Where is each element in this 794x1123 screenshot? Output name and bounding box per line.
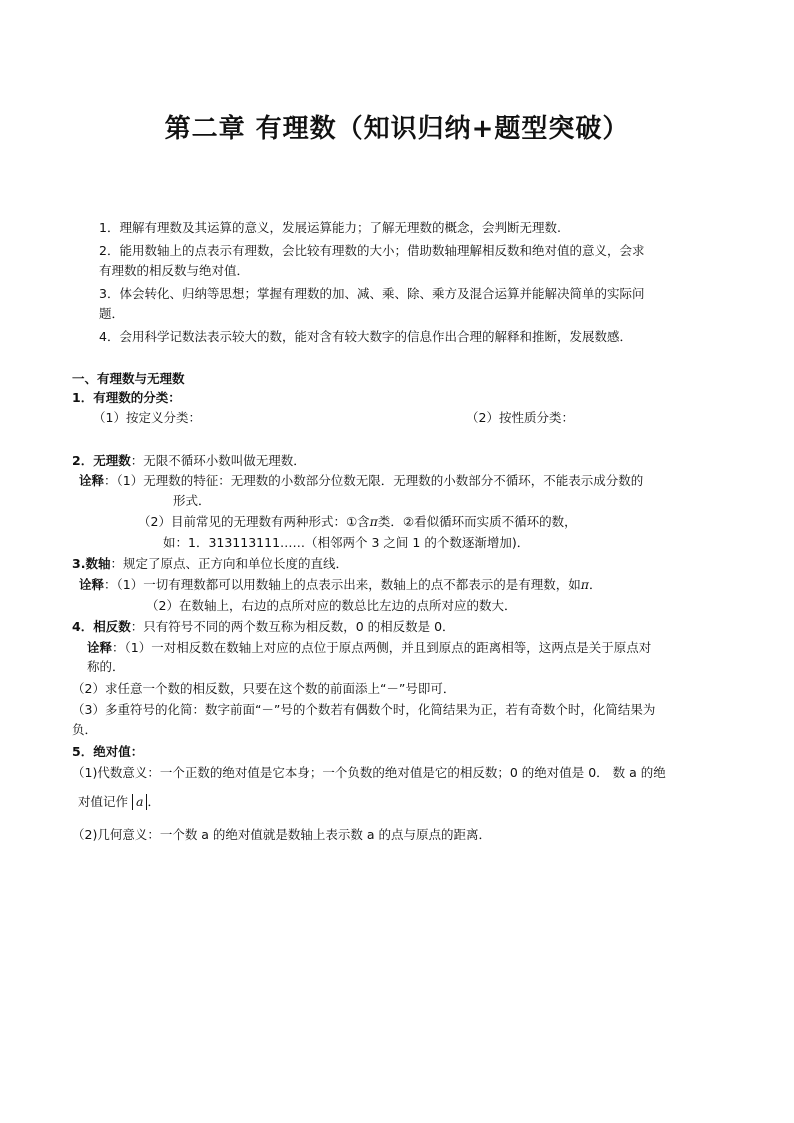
item5-heading bbox=[72, 743, 143, 761]
objective-2: 2．能用数轴上的点表示有理数，会比较有理数的大小；借助数轴理解相反数和绝对值的意义，会求 bbox=[99, 243, 645, 258]
item2-note1-text: ：（1）无理数的特征：无理数的小数部分位数无限．无理数的小数部分不循环，不能表示成分数的 bbox=[104, 473, 644, 488]
item4-note3: （3）多重符号的化简：数字前面“－”号的个数若有偶数个时，化简结果为正，若有奇数个时，化简结果为 bbox=[72, 702, 656, 717]
item3-note-label: 诠释 bbox=[79, 577, 105, 592]
pi-symbol: π bbox=[369, 514, 378, 529]
item4-note1 bbox=[87, 639, 651, 657]
item4-text: ：只有符号不同的两个数互称为相反数，0 的相反数是 0． bbox=[130, 619, 455, 634]
item5-line2 bbox=[78, 793, 160, 811]
pi-symbol: π bbox=[580, 577, 589, 592]
item5-colon: ： bbox=[130, 744, 144, 759]
item3-note1-text: ：（1）一切有理数都可以用数轴上的点表示出来，数轴上的点不都表示的是有理数，如 bbox=[104, 577, 581, 592]
item2-def bbox=[72, 452, 306, 470]
item4-note1-cont: 称的． bbox=[87, 659, 125, 674]
item3-text: ：规定了原点、正方向和单位长度的直线． bbox=[110, 556, 348, 571]
item5-line3: （2)几何意义：一个数 a 的绝对值就是数轴上表示数 a 的点与原点的距离． bbox=[72, 827, 492, 842]
item2-note2 bbox=[138, 513, 577, 531]
item1-label: 1．有理数的分类： bbox=[72, 390, 181, 405]
item4-note-label: 诠释 bbox=[87, 640, 113, 655]
item2-label: 2．无理数 bbox=[72, 453, 131, 468]
item5-line1: （1)代数意义：一个正数的绝对值是它本身；一个负数的绝对值是它的相反数；0 的绝对值是 0． 数 a 的绝 bbox=[72, 765, 666, 780]
item4-note1-text: ：（1）一对相反数在数轴上对应的点位于原点两侧，并且到原点的距离相等，这两点是关于原点对 bbox=[112, 640, 652, 655]
item2-note1 bbox=[79, 472, 643, 490]
item5-line2-a: 对值记作 bbox=[78, 794, 129, 809]
item3-note1-end: ． bbox=[588, 577, 602, 592]
item5-label: 5．绝对值 bbox=[72, 744, 131, 759]
item4-def bbox=[72, 618, 455, 636]
item1-left: （1）按定义分类： bbox=[93, 410, 201, 425]
item2-note2-a: （2）目前常见的无理数有两种形式：①含 bbox=[138, 514, 370, 529]
objective-1: 1．理解有理数及其运算的意义，发展运算能力；了解无理数的概念，会判断无理数. bbox=[99, 220, 561, 235]
objective-3: 3．体会转化、归纳等思想；掌握有理数的加、减、乘、除、乘方及混合运算并能解决简单的实际问 bbox=[99, 286, 645, 301]
item2-note2-example: 如：1．313113111……（相邻两个 3 之间 1 的个数逐渐增加)． bbox=[163, 535, 530, 550]
objective-2-cont: 有理数的相反数与绝对值． bbox=[99, 263, 250, 278]
item5-line2-b: ． bbox=[147, 794, 160, 809]
page-title: 第二章 有理数（知识归纳+题型突破） bbox=[164, 114, 630, 144]
item4-note3-cont: 负． bbox=[72, 722, 98, 737]
absolute-value-notation: a bbox=[132, 794, 147, 810]
item4-note2: （2）求任意一个数的相反数，只要在这个数的前面添上“－”号即可． bbox=[72, 681, 456, 696]
item2-note-label: 诠释 bbox=[79, 473, 105, 488]
item2-note2-b: 类．②看似循环而实质不循环的数， bbox=[377, 514, 577, 529]
item4-label: 4．相反数 bbox=[72, 619, 131, 634]
section-heading: 一、有理数与无理数 bbox=[72, 371, 185, 386]
item3-label: 3.数轴 bbox=[72, 556, 111, 571]
item2-note1-cont: 形式． bbox=[173, 493, 211, 508]
objective-3-cont: 题． bbox=[99, 306, 125, 321]
item1-right: （2）按性质分类： bbox=[466, 410, 574, 425]
item3-def bbox=[72, 555, 348, 573]
item3-note1 bbox=[79, 576, 601, 594]
item2-text: ：无限不循环小数叫做无理数． bbox=[130, 453, 306, 468]
item3-note2: （2）在数轴上，右边的点所对应的数总比左边的点所对应的数大． bbox=[146, 598, 517, 613]
objective-4: 4．会用科学记数法表示较大的数，能对含有较大数字的信息作出合理的解释和推断，发展数感． bbox=[99, 329, 632, 344]
